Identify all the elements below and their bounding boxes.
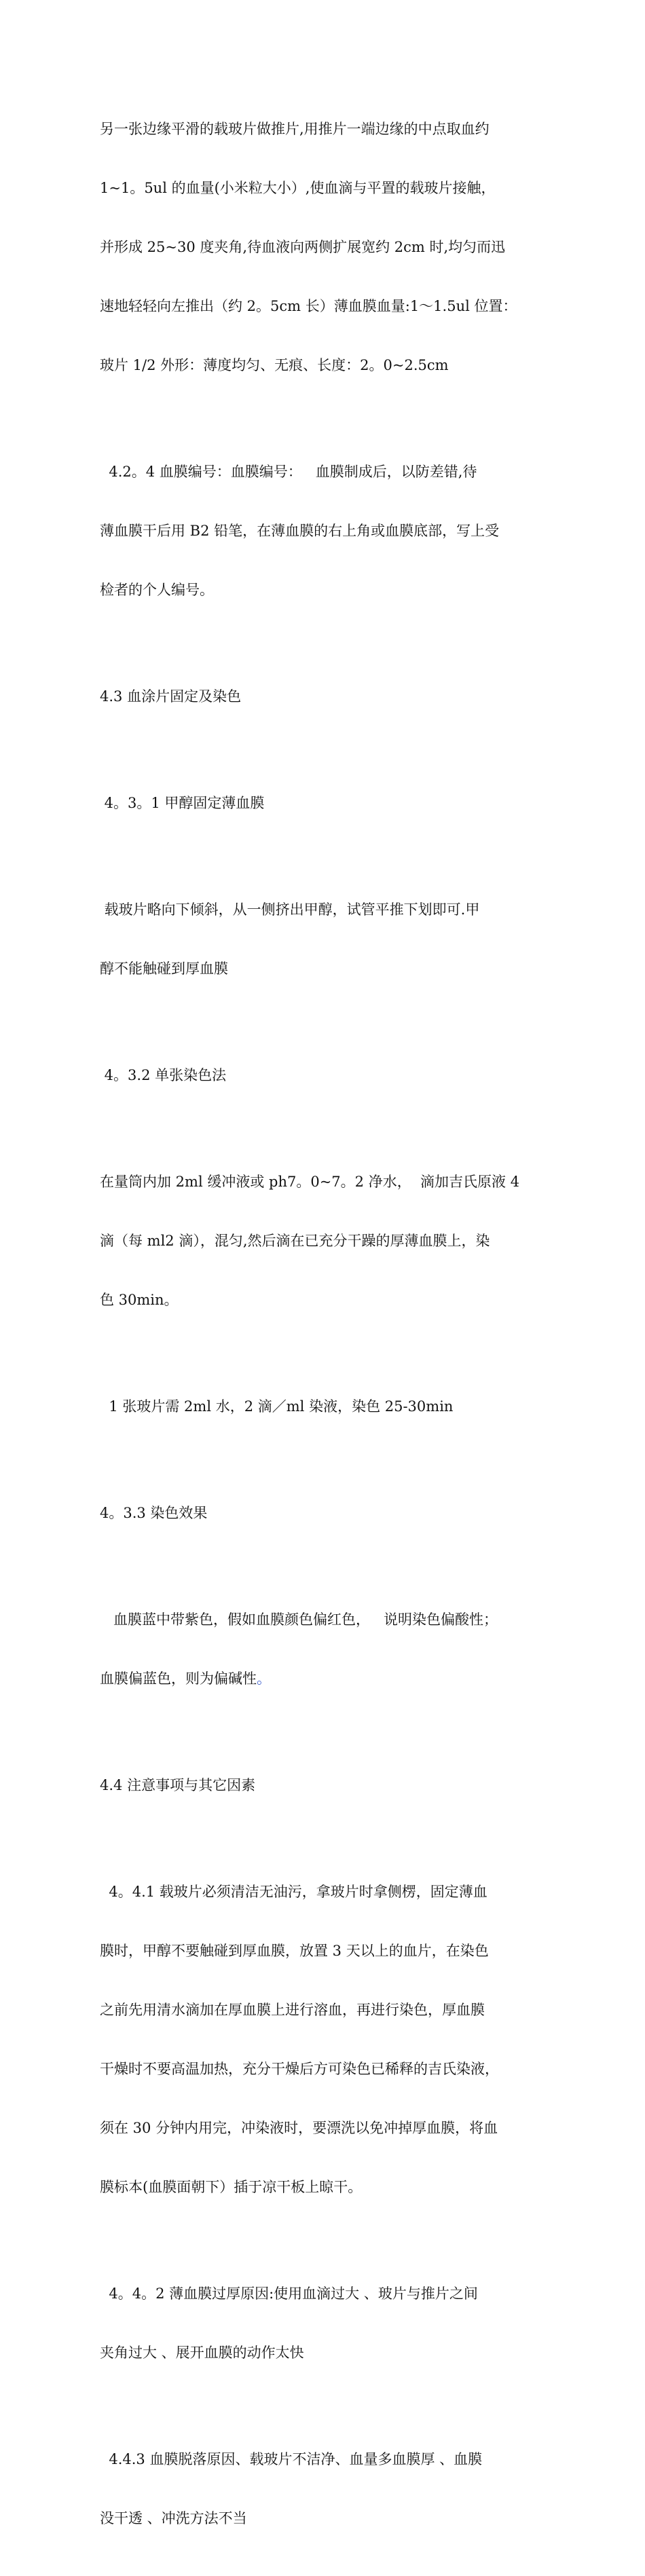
paragraph-film-detachment-causes xyxy=(100,2410,548,2568)
subheading-single-staining xyxy=(100,1026,548,1125)
text-line: 之前先用清水滴加在厚血膜上进行溶血，再进行染色，厚血膜 xyxy=(100,2002,485,2018)
text-line: 在量筒内加 2ml 缓冲液或 ph7。0~7。2 净水， 滴加吉氏原液 4 xyxy=(100,1174,520,1190)
text-line: 膜时，甲醇不要触碰到厚血膜，放置 3 天以上的血片，在染色 xyxy=(100,1943,489,1959)
text-line: 载玻片略向下倾斜，从一侧挤出甲醇，试管平推下划即可.甲 xyxy=(100,901,480,918)
text-line: 色 30min。 xyxy=(100,1292,179,1308)
period-mark: 。 xyxy=(257,1670,271,1687)
text-line: 4。4。2 薄血膜过厚原因:使用血滴过大 、玻片与推片之间 xyxy=(100,2285,478,2302)
text-line: 1~1。5ul 的血量(小米粒大小）,使血滴与平置的载玻片接触， xyxy=(100,180,496,196)
text-line: 检者的个人编号。 xyxy=(100,582,214,598)
text-line: 血膜蓝中带紫色，假如血膜颜色偏红色， 说明染色偏酸性； xyxy=(100,1611,498,1628)
heading-line: 4.3 血涂片固定及染色 xyxy=(100,688,242,705)
text-line: 4。4.1 载玻片必须清洁无油污，拿玻片时拿侧楞，固定薄血 xyxy=(100,1884,487,1900)
text-line: 薄血膜干后用 B2 铅笔，在薄血膜的右上角或血膜底部，写上受 xyxy=(100,523,500,539)
heading-line: 4.4 注意事项与其它因素 xyxy=(100,1777,256,1793)
text-line: 4.2。4 血膜编号：血膜编号： 血膜制成后，以防差错,待 xyxy=(100,464,477,480)
paragraph-staining-procedure xyxy=(100,1133,548,1349)
text-line-content: 血膜偏蓝色，则为偏碱性 xyxy=(100,1670,257,1687)
text-line: 须在 30 分钟内用完，冲染液时，要漂洗以免冲掉厚血膜，将血 xyxy=(100,2120,498,2136)
section-heading-precautions xyxy=(100,1736,548,1835)
text-line: 膜标本(血膜面朝下）插于凉干板上晾干。 xyxy=(100,2179,363,2195)
paragraph-methanol-fixation xyxy=(100,861,548,1018)
document-body xyxy=(100,80,548,2576)
paragraph-film-numbering xyxy=(100,423,548,639)
text-line: 夹角过大 、展开血膜的动作太快 xyxy=(100,2345,304,2361)
heading-line: 4。3.2 单张染色法 xyxy=(100,1067,227,1083)
text-line: 4.4.3 血膜脱落原因、载玻片不洁净、血量多血膜厚 、血膜 xyxy=(100,2451,483,2467)
text-line xyxy=(100,1669,548,1689)
text-line: 另一张边缘平滑的载玻片做推片,用推片一端边缘的中点取血约 xyxy=(100,121,490,137)
subheading-staining-result xyxy=(100,1464,548,1563)
text-line: 并形成 25~30 度夹角,待血液向两侧扩展宽约 2cm 时,均匀而迅 xyxy=(100,239,506,255)
text-line: 没干透 、冲洗方法不当 xyxy=(100,2510,247,2526)
text-line: 醇不能触碰到厚血膜 xyxy=(100,960,228,977)
text-line: 滴（每 ml2 滴），混匀,然后滴在已充分干躁的厚薄血膜上，染 xyxy=(100,1233,490,1249)
paragraph-precaution-slide-cleaning xyxy=(100,1843,548,2237)
heading-line: 4。3。1 甲醇固定薄血膜 xyxy=(100,795,265,811)
text-line: 干燥时不要高温加热，充分干燥后方可染色已稀释的吉氏染液， xyxy=(100,2061,499,2077)
paragraph-staining-result xyxy=(100,1571,548,1728)
subheading-methanol-fixation xyxy=(100,754,548,853)
paragraph-blood-smear-method xyxy=(100,80,548,415)
text-line: 1 张玻片需 2ml 水，2 滴／ml 染液，染色 25-30min xyxy=(100,1398,454,1415)
text-line: 速地轻轻向左推出（约 2。5cm 长）薄血膜血量:1～1.5ul 位置： xyxy=(100,298,517,314)
section-heading-fixation-staining xyxy=(100,648,548,746)
paragraph-thick-film-causes xyxy=(100,2245,548,2402)
heading-line: 4。3.3 染色效果 xyxy=(100,1505,208,1521)
paragraph-staining-ratio xyxy=(100,1358,548,1456)
text-line: 玻片 1/2 外形：薄度均匀、无痕、长度：2。0~2.5cm xyxy=(100,357,449,373)
